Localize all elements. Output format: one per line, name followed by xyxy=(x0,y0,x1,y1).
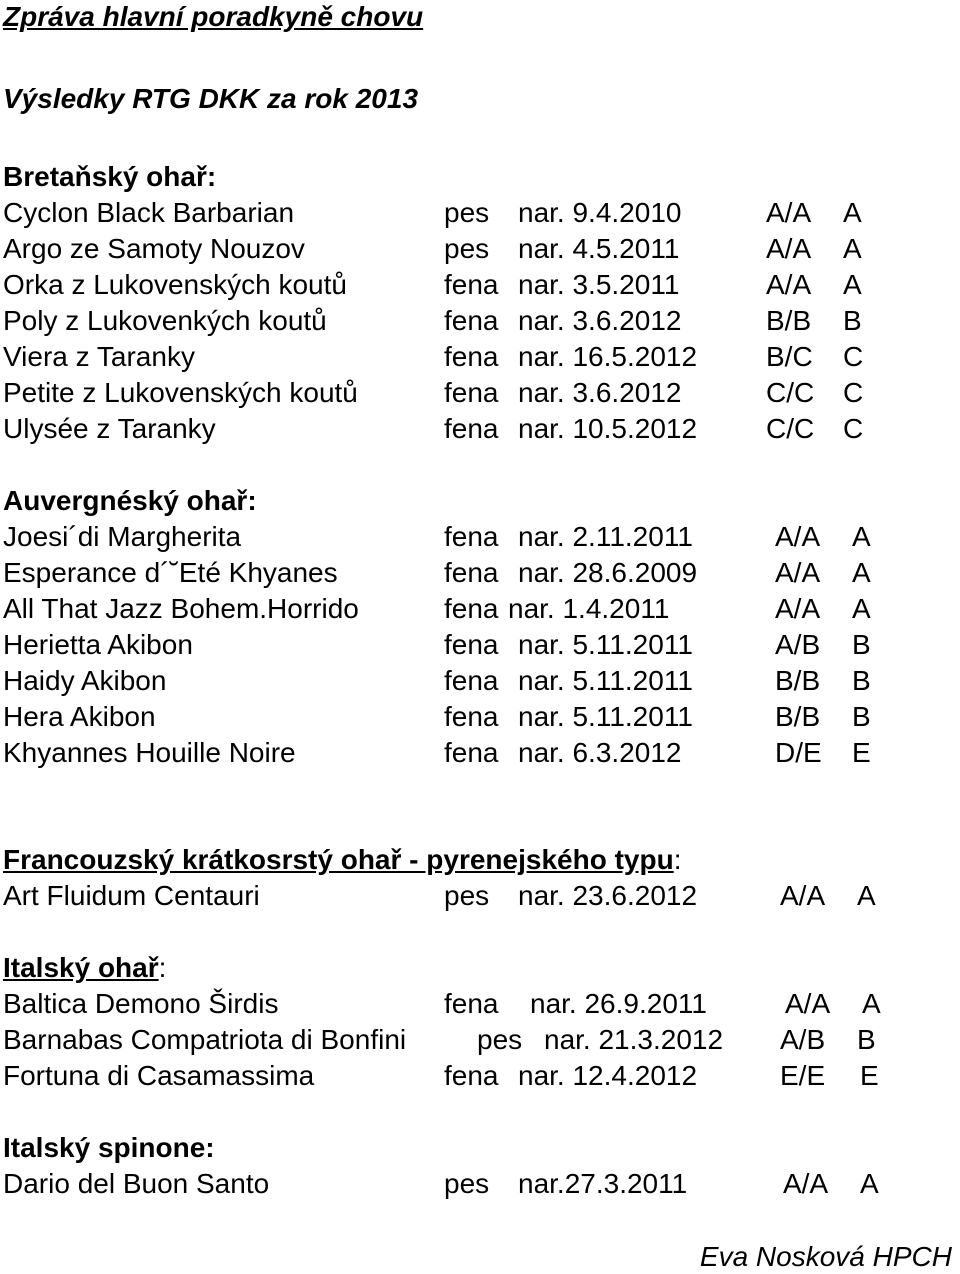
document-subtitle: Výsledky RTG DKK za rok 2013 xyxy=(3,83,419,114)
rtg-result: A/A xyxy=(785,988,831,1019)
dog-birth: nar. 9.4.2010 xyxy=(518,197,682,228)
rtg-result: A/A xyxy=(775,521,821,552)
rtg-grade: A xyxy=(852,593,871,624)
rtg-grade: C xyxy=(843,413,864,444)
rtg-grade: E xyxy=(852,737,871,768)
section-heading-text: Francouzský krátkosrstý ohař - pyrenejského typu xyxy=(3,844,674,875)
dog-birth: nar. 4.5.2011 xyxy=(518,233,680,264)
table-row xyxy=(0,1059,960,1093)
table-row xyxy=(0,376,960,410)
dog-birth: nar. 6.3.2012 xyxy=(518,737,682,768)
rtg-grade: B xyxy=(852,701,871,732)
rtg-grade: A xyxy=(860,1168,879,1199)
dog-birth: nar.27.3.2011 xyxy=(518,1168,688,1199)
dog-sex: fena xyxy=(444,1060,499,1091)
section-heading-auvergnesky: Auvergnéský ohař: xyxy=(3,485,257,516)
dog-birth: nar. 21.3.2012 xyxy=(544,1024,724,1055)
table-row xyxy=(0,232,960,266)
table-row xyxy=(0,1023,960,1057)
dog-birth: nar. 23.6.2012 xyxy=(518,880,698,911)
table-row xyxy=(0,879,960,913)
table-row xyxy=(0,412,960,446)
rtg-grade: A xyxy=(862,988,881,1019)
table-row xyxy=(0,304,960,338)
dog-sex: pes xyxy=(444,197,490,228)
dog-birth: nar. 12.4.2012 xyxy=(518,1060,698,1091)
table-row xyxy=(0,987,960,1021)
section-heading-francouzsky xyxy=(3,843,681,877)
dog-name: Orka z Lukovenských koutů xyxy=(3,269,347,300)
dog-name: Haidy Akibon xyxy=(3,665,167,696)
rtg-result: C/C xyxy=(766,413,815,444)
dog-birth: nar. 16.5.2012 xyxy=(518,341,698,372)
rtg-result: C/C xyxy=(766,377,815,408)
table-row xyxy=(0,592,960,626)
rtg-result: A/A xyxy=(780,880,826,911)
dog-birth: nar. 3.6.2012 xyxy=(518,377,682,408)
signature: Eva Nosková HPCH xyxy=(699,1241,952,1272)
rtg-result: A/A xyxy=(775,593,821,624)
dog-name: Hera Akibon xyxy=(3,701,156,732)
table-row xyxy=(0,556,960,590)
rtg-result: A/B xyxy=(780,1024,826,1055)
table-row xyxy=(0,1167,960,1201)
dog-birth: nar. 2.11.2011 xyxy=(518,521,693,552)
dog-name: Barnabas Compatriota di Bonfini xyxy=(3,1024,407,1055)
rtg-result: A/A xyxy=(783,1168,829,1199)
dog-sex: fena xyxy=(444,629,499,660)
dog-birth: nar. 3.6.2012 xyxy=(518,305,682,336)
rtg-grade: B xyxy=(852,629,871,660)
dog-sex: fena xyxy=(444,701,499,732)
dog-name: Herietta Akibon xyxy=(3,629,193,660)
rtg-result: B/B xyxy=(775,665,821,696)
table-row xyxy=(0,664,960,698)
table-row xyxy=(0,736,960,770)
dog-birth: nar. 28.6.2009 xyxy=(518,557,698,588)
dog-name: Poly z Lukovenkých koutů xyxy=(3,305,327,336)
dog-sex: fena xyxy=(444,521,499,552)
table-row xyxy=(0,268,960,302)
rtg-grade: E xyxy=(860,1060,879,1091)
dog-sex: fena xyxy=(444,377,499,408)
section-heading-italsky-ohar xyxy=(3,951,166,985)
dog-birth: nar. 26.9.2011 xyxy=(530,988,707,1019)
dog-birth: nar. 5.11.2011 xyxy=(518,665,693,696)
rtg-grade: B xyxy=(857,1024,876,1055)
table-row xyxy=(0,196,960,230)
dog-sex: fena xyxy=(444,341,499,372)
section-heading-colon: : xyxy=(158,952,167,983)
rtg-grade: C xyxy=(843,377,864,408)
rtg-result: A/A xyxy=(766,197,812,228)
dog-name: Petite z Lukovenských koutů xyxy=(3,377,358,408)
dog-sex: fena xyxy=(444,269,499,300)
rtg-result: B/B xyxy=(775,701,821,732)
dog-sex: fena xyxy=(444,305,499,336)
dog-name: Art Fluidum Centauri xyxy=(3,880,260,911)
dog-sex: fena xyxy=(444,413,499,444)
rtg-result: D/E xyxy=(775,737,822,768)
dog-birth: nar. 3.5.2011 xyxy=(518,269,680,300)
rtg-result: A/A xyxy=(766,233,812,264)
rtg-grade: A xyxy=(857,880,876,911)
rtg-grade: A xyxy=(843,197,862,228)
dog-sex: fena xyxy=(444,593,499,624)
page-title: Zpráva hlavní poradkyně chovu xyxy=(3,1,424,32)
dog-name: Joesi´di Margherita xyxy=(3,521,242,552)
dog-name: Argo ze Samoty Nouzov xyxy=(3,233,305,264)
dog-name: Fortuna di Casamassima xyxy=(3,1060,315,1091)
rtg-result: B/C xyxy=(766,341,813,372)
table-row xyxy=(0,628,960,662)
dog-name: Baltica Demono Širdis xyxy=(3,988,279,1019)
rtg-result: A/B xyxy=(775,629,821,660)
dog-sex: fena xyxy=(444,665,499,696)
rtg-grade: B xyxy=(843,305,862,336)
dog-sex: fena xyxy=(444,988,499,1019)
rtg-grade: A xyxy=(843,233,862,264)
dog-sex: pes xyxy=(444,880,490,911)
rtg-grade: C xyxy=(843,341,864,372)
dog-sex: pes xyxy=(444,233,490,264)
dog-name: Dario del Buon Santo xyxy=(3,1168,270,1199)
dog-name: All That Jazz Bohem.Horrido xyxy=(3,593,359,624)
dog-sex: pes xyxy=(477,1024,523,1055)
section-heading-italsky-spinone: Italský spinone: xyxy=(3,1132,215,1163)
dog-name: Viera z Taranky xyxy=(3,341,195,372)
rtg-grade: A xyxy=(852,521,871,552)
dog-name: Cyclon Black Barbarian xyxy=(3,197,295,228)
section-heading-colon: : xyxy=(673,844,682,875)
dog-birth: nar. 1.4.2011 xyxy=(508,593,670,624)
dog-birth: nar. 10.5.2012 xyxy=(518,413,698,444)
rtg-grade: A xyxy=(852,557,871,588)
rtg-result: E/E xyxy=(780,1060,826,1091)
dog-name: Ulysée z Taranky xyxy=(3,413,216,444)
dog-sex: fena xyxy=(444,737,499,768)
section-heading-bretansky: Bretaňský ohař: xyxy=(3,161,217,192)
dog-sex: fena xyxy=(444,557,499,588)
table-row xyxy=(0,700,960,734)
dog-name: Khyannes Houille Noire xyxy=(3,737,296,768)
rtg-grade: A xyxy=(843,269,862,300)
dog-birth: nar. 5.11.2011 xyxy=(518,701,693,732)
table-row xyxy=(0,520,960,554)
rtg-result: B/B xyxy=(766,305,812,336)
dog-birth: nar. 5.11.2011 xyxy=(518,629,693,660)
rtg-result: A/A xyxy=(775,557,821,588)
section-heading-text: Italský ohař xyxy=(3,952,159,983)
rtg-grade: B xyxy=(852,665,871,696)
dog-name: Esperance d´˘Eté Khyanes xyxy=(3,557,338,588)
rtg-result: A/A xyxy=(766,269,812,300)
table-row xyxy=(0,340,960,374)
dog-sex: pes xyxy=(444,1168,490,1199)
